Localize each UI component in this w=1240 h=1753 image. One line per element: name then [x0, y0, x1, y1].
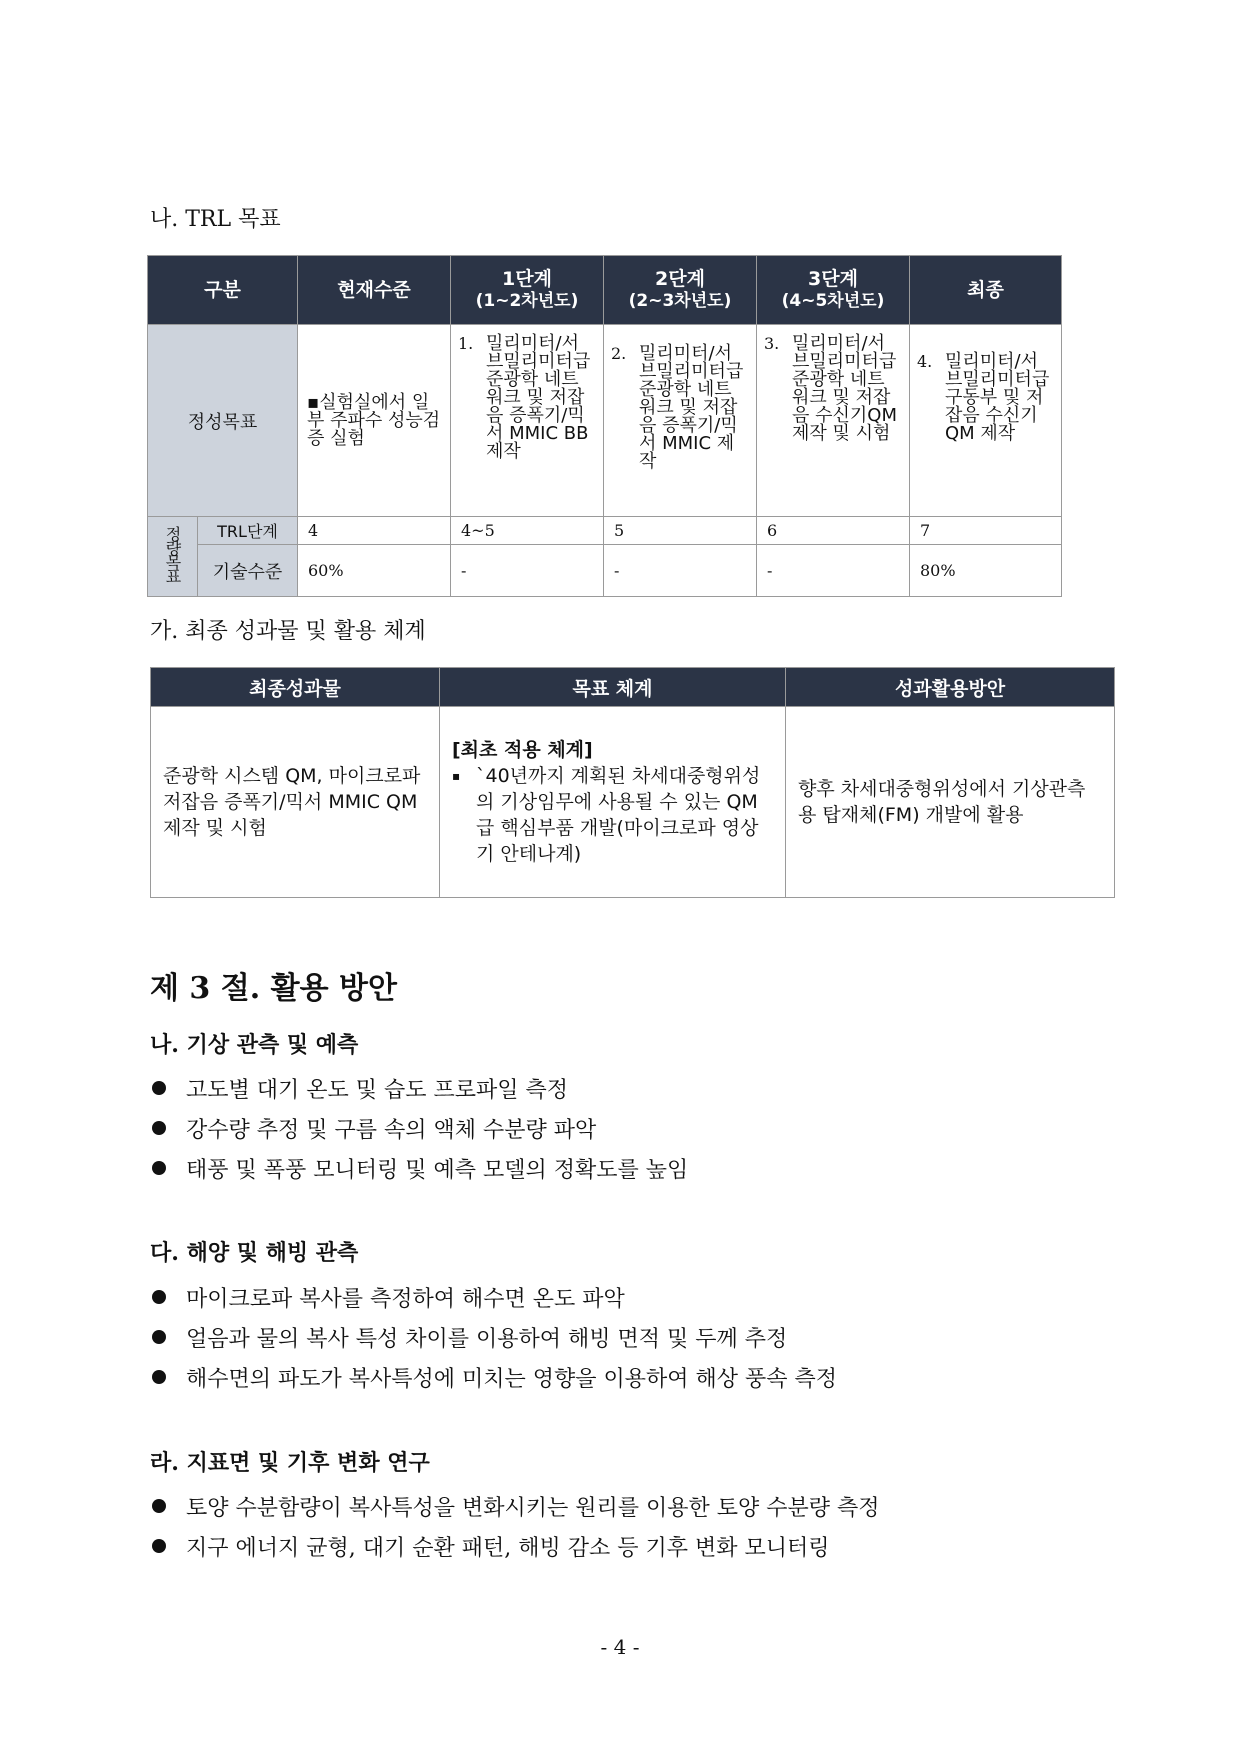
- trl-value-current: 4: [298, 517, 451, 545]
- land-heading: 라. 지표면 및 기후 변화 연구: [150, 1450, 430, 1476]
- bullet-dot-icon: [152, 1121, 166, 1135]
- header-usage: 성과활용방안: [786, 668, 1115, 707]
- tech-value-step2: -: [604, 545, 757, 597]
- trl-level-row: [148, 517, 1062, 545]
- qual-current-text: ▪실험실에서 일부 주파수 성능검증 실험: [307, 391, 441, 449]
- quant-label: 정량목표: [163, 526, 182, 582]
- header-step1: [451, 256, 604, 325]
- qual-label: 정성목표: [148, 325, 298, 517]
- qual-row: [148, 325, 1062, 517]
- list-item: [150, 1068, 688, 1108]
- step4-num: 4.: [917, 352, 933, 371]
- bullet-dot-icon: [152, 1330, 166, 1344]
- step1-title: 1단계: [502, 267, 552, 290]
- header-current: 현재수준: [298, 256, 451, 325]
- tech-value-current: 60%: [298, 545, 451, 597]
- trl-value-step3: 6: [757, 517, 910, 545]
- step1-num: 1.: [458, 334, 474, 353]
- target-item: [452, 763, 773, 867]
- qual-step1: [451, 325, 604, 517]
- step4-text: 밀리미터/서브밀리미터급 구동부 및 저잡음 수신기QM 제작: [945, 351, 1050, 444]
- tech-level-row: [148, 545, 1062, 597]
- header-category: 구분: [148, 256, 298, 325]
- trl-level-label: TRL단계: [198, 517, 298, 545]
- qual-step2: [604, 325, 757, 517]
- bullet-dot-icon: [152, 1290, 166, 1304]
- header-target: 목표 체계: [440, 668, 786, 707]
- outcome-row: [151, 707, 1115, 898]
- list-item-text: 해수면의 파도가 복사특성에 미치는 영향을 이용하여 해상 풍속 측정: [186, 1366, 838, 1392]
- land-list: [150, 1486, 880, 1566]
- tech-value-final: 80%: [910, 545, 1062, 597]
- bullet-dot-icon: [152, 1539, 166, 1553]
- weather-heading: 나. 기상 관측 및 예측: [150, 1032, 359, 1058]
- step3-text: 밀리미터/서브밀리미터급 준광학 네트워크 및 저잡음 수신기QM 제작 및 시험: [792, 333, 897, 444]
- final-heading: 가. 최종 성과물 및 활용 체계: [150, 619, 426, 644]
- list-item: [150, 1277, 837, 1317]
- header-step2: [604, 256, 757, 325]
- outcome-header-row: [151, 668, 1115, 707]
- quant-label-cell: [148, 517, 198, 597]
- bullet-dot-icon: [152, 1499, 166, 1513]
- target-item-text: `40년까지 계획된 차세대중형위성의 기상임무에 사용될 수 있는 QM급 핵심부품 개발(마이크로파 영상기 안테나계): [476, 765, 761, 865]
- list-item-text: 지구 에너지 균형, 대기 순환 패턴, 해빙 감소 등 기후 변화 모니터링: [186, 1535, 830, 1561]
- ocean-list: [150, 1277, 837, 1397]
- step3-num: 3.: [764, 334, 780, 353]
- trl-heading: 나. TRL 목표: [150, 207, 281, 232]
- qual-final: [910, 325, 1062, 517]
- outcome-cell: 준광학 시스템 QM, 마이크로파 저잡음 증폭기/믹서 MMIC QM 제작 및 시험: [151, 707, 440, 898]
- list-item: [150, 1526, 880, 1566]
- list-item: [150, 1357, 837, 1397]
- trl-table: [147, 255, 1062, 597]
- list-item-text: 강수량 추정 및 구름 속의 액체 수분량 파악: [186, 1117, 597, 1143]
- target-title: [최초 적용 체계]: [452, 739, 593, 761]
- step3-years: (4~5차년도): [781, 290, 885, 311]
- list-item: [150, 1317, 837, 1357]
- tech-value-step3: -: [757, 545, 910, 597]
- tech-level-label: 기술수준: [198, 545, 298, 597]
- list-item-text: 얼음과 물의 복사 특성 차이를 이용하여 해빙 면적 및 두께 추정: [186, 1326, 788, 1352]
- list-item: [150, 1148, 688, 1188]
- step2-text: 밀리미터/서브밀리미터급 준광학 네트워크 및 저잡음 증폭기/믹서 MMIC 제작: [639, 343, 744, 472]
- trl-value-step1: 4~5: [451, 517, 604, 545]
- weather-list: [150, 1068, 688, 1188]
- qual-current: [298, 325, 451, 517]
- outcome-table: [150, 667, 1115, 898]
- list-item-text: 태풍 및 폭풍 모니터링 및 예측 모델의 정확도를 높임: [186, 1157, 689, 1183]
- qual-step3: [757, 325, 910, 517]
- trl-value-final: 7: [910, 517, 1062, 545]
- list-item-text: 마이크로파 복사를 측정하여 해수면 온도 파악: [186, 1286, 625, 1312]
- target-cell: [440, 707, 786, 898]
- list-item-text: 토양 수분함량이 복사특성을 변화시키는 원리를 이용한 토양 수분량 측정: [186, 1495, 880, 1521]
- list-item-text: 고도별 대기 온도 및 습도 프로파일 측정: [186, 1077, 568, 1103]
- step3-title: 3단계: [808, 267, 858, 290]
- section-title: 제 3 절. 활용 방안: [150, 971, 397, 1006]
- list-item: [150, 1108, 688, 1148]
- bullet-dot-icon: [152, 1370, 166, 1384]
- trl-header-row: [148, 256, 1062, 325]
- bullet-dot-icon: [152, 1081, 166, 1095]
- header-outcome: 최종성과물: [151, 668, 440, 707]
- step1-years: (1~2차년도): [475, 290, 579, 311]
- trl-value-step2: 5: [604, 517, 757, 545]
- header-final: 최종: [910, 256, 1062, 325]
- step1-text: 밀리미터/서브밀리미터급 준광학 네트워크 및 저잡음 증폭기/믹서 MMIC BB 제작: [486, 333, 591, 462]
- ocean-heading: 다. 해양 및 해빙 관측: [150, 1240, 359, 1266]
- usage-cell: 향후 차세대중형위성에서 기상관측용 탑재체(FM) 개발에 활용: [786, 707, 1115, 898]
- list-item: [150, 1486, 880, 1526]
- step2-num: 2.: [611, 344, 627, 363]
- tech-value-step1: -: [451, 545, 604, 597]
- page-number: - 4 -: [600, 1635, 640, 1659]
- header-step3: [757, 256, 910, 325]
- bullet-dot-icon: [152, 1161, 166, 1175]
- step2-years: (2~3차년도): [628, 290, 732, 311]
- step2-title: 2단계: [655, 267, 705, 290]
- square-bullet-icon: ▪: [452, 769, 461, 783]
